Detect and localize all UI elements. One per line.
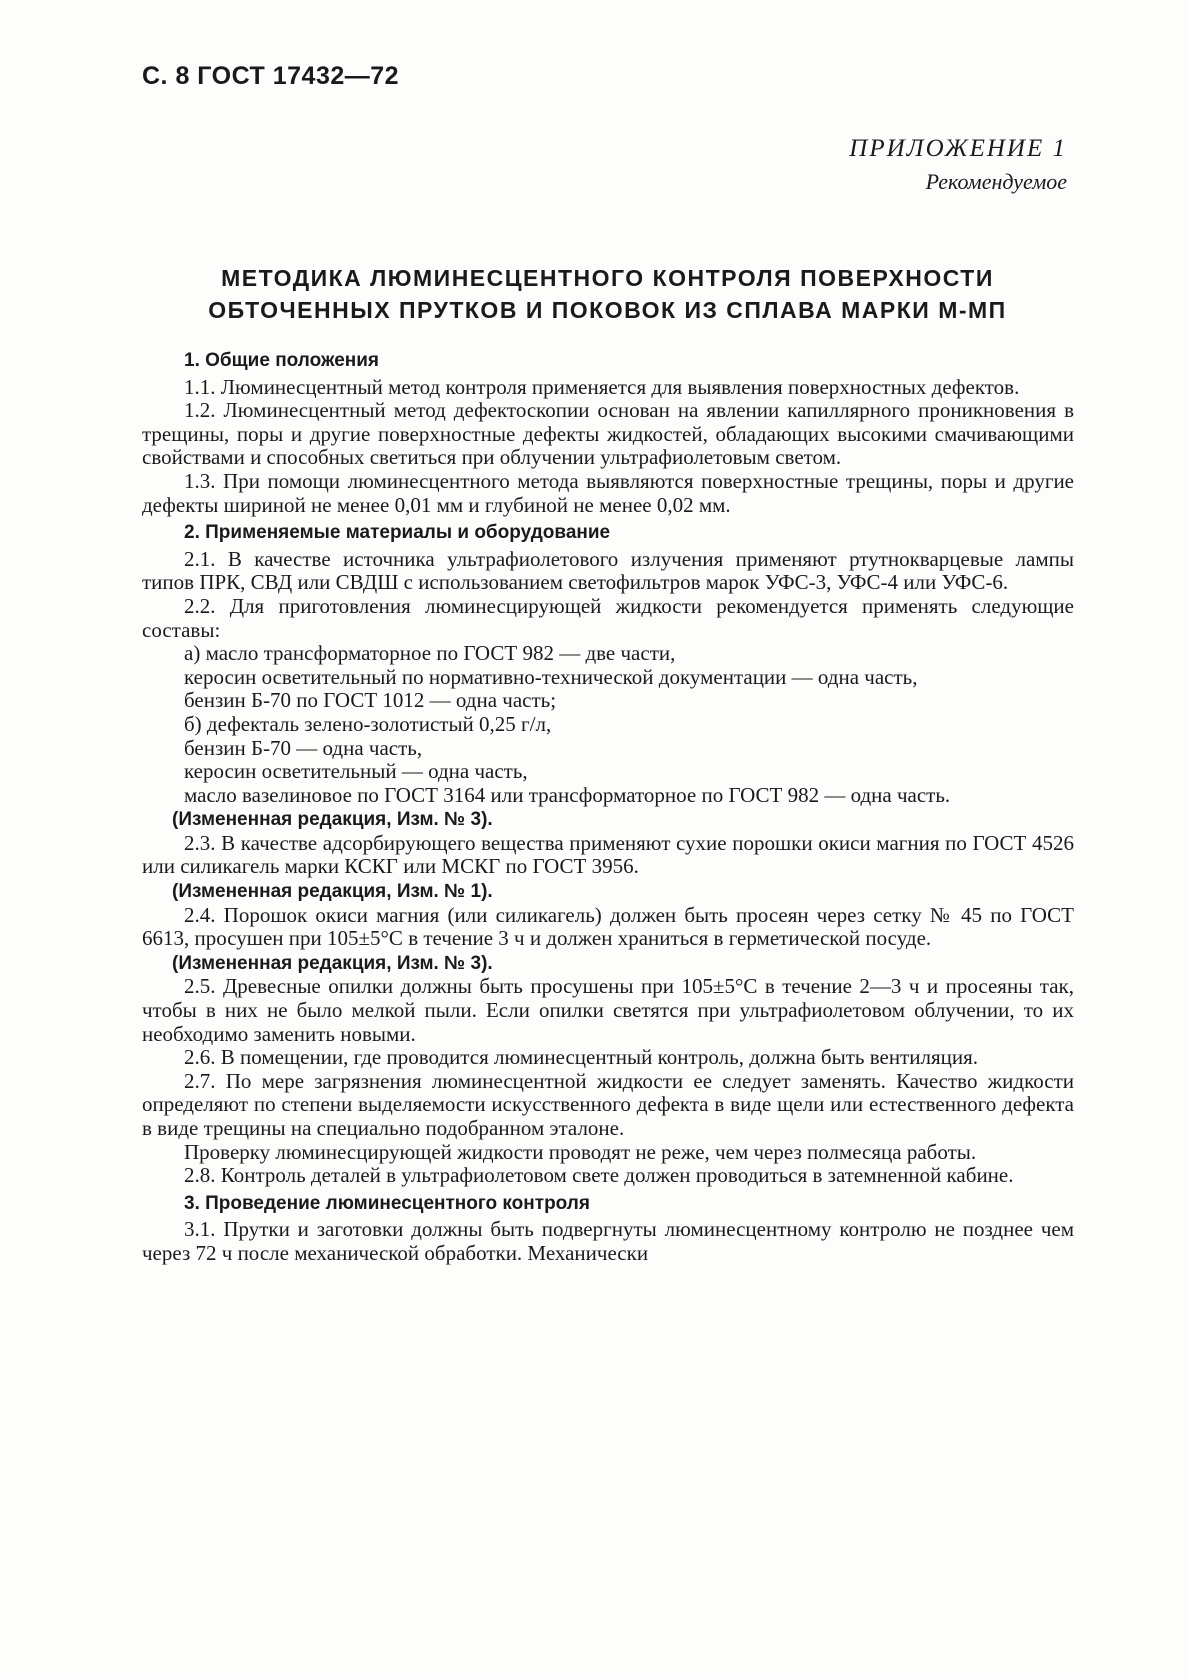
paragraph: 2.3. В качестве адсорбирующего вещества применяют сухие порошки окиси магния по ГОСТ 4526 или силикагель марки КСКГ или МСКГ по ГОСТ 3956. xyxy=(142,830,1074,879)
appendix-block xyxy=(849,135,1067,195)
paragraph: 1.1. Люминесцентный метод контроля применяется для выявления поверхностных дефектов. xyxy=(184,374,1020,399)
amendment-note: (Измененная редакция, Изм. № 1). xyxy=(172,881,493,903)
paragraph: 1.2. Люминесцентный метод дефектоскопии основан на явлении капиллярного проникновения в трещины, поры и другие поверхностные дефекты жидкостей, обладающих высокими смачивающими свойствами и способных светиться при облучении ультрафиолетовым светом. xyxy=(142,398,1074,470)
paragraph: 2.8. Контроль деталей в ультрафиолетовом свете должен проводиться в затемненной кабине. xyxy=(184,1163,1014,1188)
amendment-note: (Измененная редакция, Изм. № 3). xyxy=(172,952,493,974)
document-title xyxy=(140,262,1075,326)
list-item: масло вазелиновое по ГОСТ 3164 или трансформаторное по ГОСТ 982 — одна часть. xyxy=(184,782,951,807)
paragraph: 2.1. В качестве источника ультрафиолетового излучения применяют ртутнокварцевые лампы типов ПРК, СВД или СВДШ с использованием светофильтров марок УФС-3, УФС-4 или УФС-6. xyxy=(142,546,1074,595)
title-line-1: МЕТОДИКА ЛЮМИНЕСЦЕНТНОГО КОНТРОЛЯ ПОВЕРХНОСТИ xyxy=(221,265,994,291)
paragraph: 2.7. По мере загрязнения люминесцентной жидкости ее следует заменять. Качество жидкости определяют по степени выделяемости искусственного дефекта в виде щели или естественного дефекта в виде трещины на специально подобранном эталоне. xyxy=(142,1068,1074,1140)
section-heading: 2. Применяемые материалы и оборудование xyxy=(184,522,611,544)
page-header: С. 8 ГОСТ 17432—72 xyxy=(142,62,400,90)
paragraph: 1.3. При помощи люминесцентного метода выявляются поверхностные трещины, поры и другие дефекты шириной не менее 0,01 мм и глубиной не менее 0,02 мм. xyxy=(142,468,1074,517)
amendment-note: (Измененная редакция, Изм. № 3). xyxy=(172,809,493,831)
document-body xyxy=(142,345,1074,1266)
paragraph: 2.6. В помещении, где проводится люминесцентный контроль, должна быть вентиляция. xyxy=(184,1045,978,1070)
paragraph: 2.2. Для приготовления люминесцирующей жидкости рекомендуется применять следующие составы: xyxy=(142,593,1074,642)
paragraph: 2.5. Древесные опилки должны быть просушены при 105±5°С в течение 2—3 ч и просеяны так, чтобы в них не было мелкой пыли. Если опилки светятся при ультрафиолетовом облучении, то их необходимо заменить новыми. xyxy=(142,974,1074,1046)
section-heading: 1. Общие положения xyxy=(184,350,380,371)
list-item: бензин Б-70 — одна часть, xyxy=(184,735,423,760)
paragraph: 3.1. Прутки и заготовки должны быть подвергнуты люминесцентному контролю не позднее чем через 72 ч после механической обработки. Механически xyxy=(142,1217,1074,1265)
list-item: а) масло трансформаторное по ГОСТ 982 — две части, xyxy=(184,641,676,666)
list-item: керосин осветительный — одна часть, xyxy=(184,759,528,784)
appendix-status: Рекомендуемое xyxy=(925,169,1067,194)
list-item: керосин осветительный по нормативно-технической документации — одна часть, xyxy=(184,664,918,689)
section-heading: 3. Проведение люминесцентного контроля xyxy=(184,1192,590,1214)
title-line-2: ОБТОЧЕННЫХ ПРУТКОВ И ПОКОВОК ИЗ СПЛАВА МАРКИ М-МП xyxy=(208,297,1007,323)
list-item: б) дефекталь зелено-золотистый 0,25 г/л, xyxy=(184,711,552,736)
paragraph: 2.4. Порошок окиси магния (или силикагель) должен быть просеян через сетку № 45 по ГОСТ 6613, просушен при 105±5°С в течение 3 ч и должен храниться в герметической посуде. xyxy=(142,902,1074,951)
appendix-label: ПРИЛОЖЕНИЕ 1 xyxy=(849,135,1067,162)
list-item: бензин Б-70 по ГОСТ 1012 — одна часть; xyxy=(184,688,557,713)
paragraph: Проверку люминесцирующей жидкости проводят не реже, чем через полмесяца работы. xyxy=(184,1139,977,1164)
